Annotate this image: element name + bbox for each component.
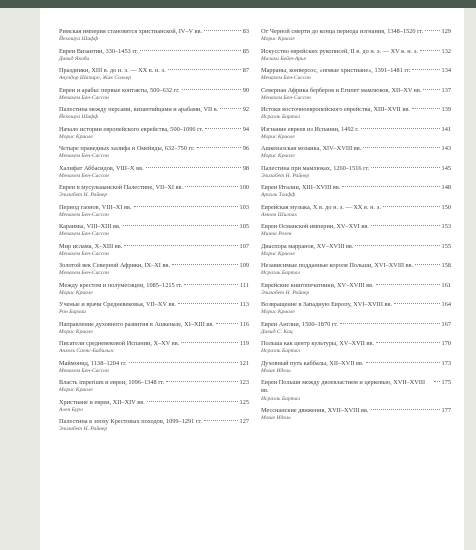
toc-entry-title-line <box>59 340 249 348</box>
toc-entry-title-line <box>261 67 451 75</box>
toc-entry-page-number: 148 <box>441 184 451 191</box>
toc-entry-page-number: 123 <box>239 379 249 386</box>
toc-entry-author: Моше Идель <box>261 415 291 422</box>
toc-entry-title-line <box>59 106 249 114</box>
toc-entry-page-number: 167 <box>441 320 451 328</box>
toc-entry-author: Менахем Бен-Сассон <box>59 172 109 179</box>
dot-leader <box>423 89 439 90</box>
toc-entry-title: Халифат Аббасидов, VIII–X вв. <box>59 164 144 172</box>
toc-entry-author: Амнон Шилоах <box>261 211 297 218</box>
dot-leader <box>197 147 241 148</box>
toc-entry[interactable] <box>261 67 451 83</box>
dot-leader <box>220 108 240 109</box>
toc-entry-title: Направление духовного развития в Ашкеназе, XI–XIII вв. <box>59 320 214 328</box>
toc-entry[interactable] <box>261 262 451 278</box>
toc-entry[interactable] <box>59 204 249 220</box>
toc-entry-title-line <box>59 301 249 309</box>
toc-entry-title-line <box>261 301 451 309</box>
toc-entry-title: Евреи Византии, 330–1453 гг. <box>59 47 139 55</box>
toc-entry[interactable] <box>59 399 249 415</box>
toc-entry[interactable] <box>59 87 249 103</box>
toc-entry-author: Морис Криоле <box>59 289 93 296</box>
toc-entry[interactable] <box>261 301 451 317</box>
toc-entry-title-line <box>59 28 249 36</box>
toc-entry-page-number: 87 <box>242 67 249 74</box>
toc-entry-page-number: 85 <box>242 47 249 55</box>
toc-entry-page-number: 150 <box>441 203 451 211</box>
toc-entry[interactable] <box>59 321 249 337</box>
dot-leader <box>434 381 440 382</box>
toc-entry[interactable] <box>59 301 249 317</box>
toc-entry-author: Менахем Бен-Сассон <box>59 270 109 277</box>
dot-leader <box>371 409 440 410</box>
toc-entry-title: Палестина в эпоху Крестовых походов, 1099–1291 гг. <box>59 418 202 425</box>
toc-entry-page-number: 155 <box>441 242 451 250</box>
toc-entry[interactable] <box>261 106 451 122</box>
dot-leader <box>134 206 238 207</box>
toc-entry-title-line <box>59 145 249 153</box>
toc-entry-author: Морис Криоле <box>261 250 295 257</box>
toc-entry-author: Менахем Бен-Сассон <box>59 211 109 218</box>
toc-entry-title-line <box>261 223 451 231</box>
toc-entry-page-number: 164 <box>441 301 451 308</box>
toc-entry-author: Морис Криоле <box>261 36 295 43</box>
toc-entry-author: Менахем Бен-Сассон <box>59 231 109 238</box>
toc-entry[interactable] <box>59 262 249 278</box>
toc-entry-title-line <box>59 184 249 192</box>
dot-leader <box>371 225 440 226</box>
left-column <box>59 28 249 438</box>
toc-entry-author: Ален Буро <box>59 406 83 413</box>
dot-leader <box>363 147 439 148</box>
toc-entry-page-number: 103 <box>239 203 249 211</box>
toc-entry-title-line <box>59 262 249 270</box>
toc-entry-author: Ануэдор Шапиро, Жак Сольер <box>59 75 132 82</box>
toc-entry-page-number: 98 <box>242 164 249 172</box>
toc-entry-page-number: 107 <box>239 242 249 250</box>
toc-entry-page-number: 96 <box>242 145 249 152</box>
toc-entry[interactable] <box>59 48 249 64</box>
toc-entry-title-line <box>261 243 451 251</box>
toc-entry-title-line <box>261 204 451 212</box>
toc-entry[interactable] <box>261 282 451 298</box>
toc-entry[interactable] <box>261 360 451 376</box>
toc-entry-title-line <box>261 321 451 329</box>
toc-entry-author: Минна Розен <box>261 231 292 238</box>
toc-entry-author: Давид Якоби <box>59 55 90 62</box>
toc-entry[interactable] <box>261 184 451 200</box>
toc-entry-page-number: 173 <box>441 359 451 367</box>
toc-entry-author: Менахем Бен-Сассон <box>59 153 109 160</box>
toc-entry-title-line <box>59 399 249 407</box>
toc-entry-title-line <box>261 340 451 348</box>
toc-entry-page-number: 119 <box>239 340 249 347</box>
toc-entry-page-number: 132 <box>441 47 451 55</box>
toc-entry-author: Малахи Бейт-Арье <box>261 55 307 62</box>
dot-leader <box>166 381 237 382</box>
toc-entry[interactable] <box>59 282 249 298</box>
toc-entry-title-line <box>59 165 249 173</box>
toc-entry-author: Исраэль Бартал <box>261 395 300 402</box>
toc-entry-title: Маймонид, 1138–1204 гг. <box>59 359 127 367</box>
toc-entry-page-number: 161 <box>441 281 451 289</box>
toc-entry-title: Власть imperium и евреи, 1096–1348 гг. <box>59 379 165 386</box>
toc-entry-author: Исраэль Бартал <box>261 270 300 277</box>
toc-entry-title-line <box>261 126 451 134</box>
dot-leader <box>182 89 241 90</box>
toc-entry-title: Евреи и арабы: первые контакты, 500–632 гг. <box>59 86 180 94</box>
toc-entry-title-line <box>59 126 249 134</box>
toc-entry-title-line <box>59 418 249 426</box>
dot-leader <box>172 264 238 265</box>
dot-leader <box>123 225 238 226</box>
toc-entry-page-number: 139 <box>441 106 451 113</box>
toc-entry-page-number: 153 <box>441 223 451 230</box>
toc-entry-title: Еврейские книгопечатники, XV–XVIII вв. <box>261 281 374 289</box>
toc-entry-author: Давид С. Кац <box>261 328 293 335</box>
toc-entry-page-number: 137 <box>441 86 451 94</box>
dot-leader <box>420 50 440 51</box>
toc-entry-title: Истоки восточноевропейского еврейства, XIII–XVII вв. <box>261 106 410 113</box>
toc-entry[interactable] <box>59 340 249 356</box>
toc-entry-title: Христиане и евреи, XII–XIV вв. <box>59 398 145 406</box>
toc-entry-page-number: 113 <box>239 301 249 308</box>
toc-entry-author: Менахем Бен-Сассон <box>59 250 109 257</box>
dot-leader <box>147 401 238 402</box>
toc-entry[interactable] <box>59 243 249 259</box>
dot-leader <box>412 108 440 109</box>
toc-entry-page-number: 129 <box>441 28 451 35</box>
toc-entry-title: Диаспора марранов, XV–XVIII вв. <box>261 242 354 250</box>
toc-entry-author: Ариэль Тоафф <box>261 192 296 199</box>
toc-entry-author: Элизабет Н. Райнер <box>261 289 310 296</box>
toc-entry[interactable] <box>261 340 451 356</box>
toc-entry-author: Элизабет Н. Райнер <box>59 426 108 433</box>
toc-entry-title: Четыре праведных халифа и Омейяды, 632–750 гг. <box>59 145 195 152</box>
dot-leader <box>371 167 439 168</box>
toc-entry-page-number: 158 <box>441 262 451 269</box>
toc-entry-title: Северная Африка берберов и Египет мамлюков, XII–XV вв. <box>261 86 422 94</box>
toc-entry-title: Палестина при мамлюках, 1260–1516 гг. <box>261 164 370 172</box>
dot-leader <box>204 420 238 421</box>
toc-entry-title: Духовный путь каббалы, XII–XVII вв. <box>261 359 364 367</box>
toc-entry[interactable] <box>261 243 451 259</box>
dot-leader <box>412 69 439 70</box>
toc-entry-title: Палестина между персами, византийцами и арабами, VII в. <box>59 106 219 113</box>
toc-entry-title: Золотой век Северной Африки, IX–XI вв. <box>59 262 170 269</box>
dot-leader <box>376 342 440 343</box>
toc-entry-title: Возвращение в Западную Европу, XVI–XVIII вв. <box>261 301 393 308</box>
toc-entry-title-line <box>59 321 249 329</box>
toc-entry-author: Менахем Бен-Сассон <box>261 94 311 101</box>
toc-entry-author: Элизабет Н. Райнер <box>261 172 310 179</box>
top-bar <box>0 0 476 8</box>
toc-entry-page-number: 177 <box>441 406 451 414</box>
dot-leader <box>181 342 238 343</box>
toc-entry-title-line <box>59 48 249 56</box>
toc-entry-title-line <box>59 204 249 212</box>
toc-entry-title: Независимые подданные короля Польши, XVI–XVIII вв. <box>261 262 414 269</box>
toc-entry-title: Праздники, XIII в. до н. э. — XX в. н. э. <box>59 67 166 74</box>
toc-entry-page-number: 175 <box>441 379 451 386</box>
toc-entry[interactable] <box>59 379 249 395</box>
toc-entry-title-line <box>59 67 249 75</box>
toc-entry-title: Марраны, конверсос, «новые христиане», 1391–1481 гг. <box>261 67 411 74</box>
dot-leader <box>355 245 439 246</box>
dot-leader <box>366 362 440 363</box>
toc-entry-title-line <box>261 87 451 95</box>
toc-entry[interactable] <box>59 106 249 122</box>
toc-entry-title: Ученые и врачи Средневековья, VII–XV вв. <box>59 301 177 308</box>
toc-entry-author: Исраэль Бартал <box>261 114 300 121</box>
toc-entry[interactable] <box>261 204 451 220</box>
toc-entry-author: Менахем Бен-Сассон <box>59 367 109 374</box>
dot-leader <box>342 186 439 187</box>
toc-entry-title: Караимы, VIII–XIII вв. <box>59 223 121 230</box>
toc-entry[interactable] <box>261 379 451 403</box>
toc-entry-page-number: 134 <box>441 67 451 74</box>
toc-entry-title: Евреи Польши между двоевластием и церковью, XVII–XVIII вв. <box>261 379 426 395</box>
toc-entry-page-number: 127 <box>239 418 249 425</box>
toc-entry-title: Евреи Англии, 1500–1870 гг. <box>261 320 338 328</box>
toc-entry-page-number: 170 <box>441 340 451 347</box>
dot-leader <box>216 323 238 324</box>
toc-entry-title: Римская империя становится христианской, IV–V вв. <box>59 28 203 35</box>
toc-entry[interactable] <box>59 28 249 44</box>
toc-entry-author: Морис Криоле <box>261 133 295 140</box>
toc-entry-author: Исраэль Бартал <box>261 348 300 355</box>
toc-entry-page-number: 100 <box>239 184 249 191</box>
toc-entry-title-line <box>59 223 249 231</box>
toc-entry-author: Менахем Бен-Сассон <box>261 75 311 82</box>
toc-entry-title: Между крестом и полумесяцем, 1085–1215 гг. <box>59 281 183 289</box>
dot-leader <box>140 50 240 51</box>
toc-entry[interactable] <box>261 145 451 161</box>
toc-entry[interactable] <box>59 360 249 376</box>
toc-entry[interactable] <box>59 418 249 434</box>
toc-entry-title: Мир ислама, X–XIII вв. <box>59 242 123 250</box>
dot-leader <box>124 245 237 246</box>
dot-leader <box>415 264 439 265</box>
toc-entry-page-number: 143 <box>441 145 451 152</box>
dot-leader <box>168 69 241 70</box>
toc-entry-title-line <box>59 282 249 290</box>
toc-entry-author: Морис Криоле <box>261 309 295 316</box>
dot-leader <box>185 186 237 187</box>
toc-entry-title: Евреи Италии, XIII–XVIII вв. <box>261 184 341 191</box>
toc-entry-author: Морис Криоле <box>59 387 93 394</box>
dot-leader <box>383 206 440 207</box>
toc-entry-title: Евреи в мусульманской Палестине, VII–XI вв. <box>59 184 184 191</box>
toc-entry-author: Рон Бархаи <box>59 309 86 316</box>
toc-entry-author: Моше Идель <box>261 367 291 374</box>
dot-leader <box>184 284 238 285</box>
toc-entry-title-line <box>59 379 249 387</box>
toc-entry-title-line <box>261 145 451 153</box>
toc-entry-title-line <box>261 262 451 270</box>
toc-entry-page-number: 141 <box>441 125 451 133</box>
toc-entry[interactable] <box>261 126 451 142</box>
toc-entry[interactable] <box>59 184 249 200</box>
dot-leader <box>425 30 439 31</box>
toc-entry[interactable] <box>59 145 249 161</box>
toc-entry-title: Еврейская музыка, X в. до н. э. — XX в. н. э. <box>261 203 381 211</box>
toc-entry-title: Начало истории европейского еврейства, 500–1096 гг. <box>59 125 204 133</box>
dot-leader <box>361 128 440 129</box>
toc-entry-title: Евреи Османской империи, XV–XVI вв. <box>261 223 369 230</box>
toc-entry-title: Мессианские движения, XVII–XVIII вв. <box>261 406 369 414</box>
contents-page <box>40 8 464 550</box>
toc-entry-title-line <box>261 48 451 56</box>
toc-entry-title-line <box>261 360 451 368</box>
dot-leader <box>205 128 241 129</box>
toc-entry[interactable] <box>59 126 249 142</box>
toc-entry-title-line <box>261 282 451 290</box>
toc-entry[interactable] <box>261 165 451 181</box>
toc-entry-title-line <box>261 184 451 192</box>
toc-entry-author: Йехошуа Шифф <box>59 114 99 121</box>
toc-entry-author: Менахем Бен-Сассон <box>59 94 109 101</box>
toc-entry[interactable] <box>59 165 249 181</box>
dot-leader <box>146 167 241 168</box>
right-column <box>261 28 451 426</box>
toc-entry[interactable] <box>261 87 451 103</box>
toc-entry-page-number: 83 <box>242 28 249 35</box>
toc-entry-page-number: 111 <box>240 281 249 289</box>
dot-leader <box>394 303 439 304</box>
toc-entry-page-number: 125 <box>239 398 249 406</box>
toc-entry-author: Морис Криоле <box>261 153 295 160</box>
toc-entry-author: Элизабет Н. Райнер <box>59 192 108 199</box>
toc-entry-title: От Черной смерти до конца периода изгнания, 1348–1520 гг. <box>261 28 424 35</box>
dot-leader <box>340 323 440 324</box>
dot-leader <box>129 362 238 363</box>
toc-entry-title: Польша как центр культуры, XV–XVII вв. <box>261 340 374 347</box>
toc-entry-title: Период гаонов, VIII–XI вв. <box>59 203 132 211</box>
toc-entry-title-line <box>59 87 249 95</box>
toc-entry-page-number: 109 <box>239 262 249 269</box>
toc-entry-author: Анхель Саенс-Бадильос <box>59 348 115 355</box>
toc-entry-page-number: 90 <box>242 86 249 94</box>
toc-entry-title-line <box>261 379 451 396</box>
toc-entry-title-line <box>261 106 451 114</box>
toc-entry-title-line <box>261 28 451 36</box>
toc-entry[interactable] <box>261 407 451 423</box>
toc-entry[interactable] <box>261 321 451 337</box>
toc-entry-page-number: 94 <box>242 125 249 133</box>
toc-entry-title-line <box>261 165 451 173</box>
toc-entry-title-line <box>261 407 451 415</box>
toc-entry[interactable] <box>59 223 249 239</box>
toc-entry-title: Изгнание евреев из Испании, 1492 г. <box>261 125 359 133</box>
toc-entry[interactable] <box>59 67 249 83</box>
toc-entry[interactable] <box>261 223 451 239</box>
toc-entry[interactable] <box>261 48 451 64</box>
toc-entry-page-number: 116 <box>239 320 249 328</box>
dot-leader <box>204 30 241 31</box>
toc-entry-page-number: 121 <box>239 359 249 367</box>
toc-entry-title-line <box>59 243 249 251</box>
toc-entry-author: Морис Криоле <box>59 328 93 335</box>
toc-entry-title-line <box>59 360 249 368</box>
toc-entry-author: Йехошуа Шифф <box>59 36 99 43</box>
toc-entry-page-number: 105 <box>239 223 249 230</box>
toc-entry-title: Ашкеназская мозаика, XIV–XVIII вв. <box>261 145 362 152</box>
toc-entry-title: Искусство еврейских рукописей, II в. до н. э. — XV в. н. э. <box>261 47 419 55</box>
toc-entry[interactable] <box>261 28 451 44</box>
toc-entry-title: Писатели средневековой Испании, X–XV вв. <box>59 340 180 347</box>
toc-entry-page-number: 92 <box>242 106 249 113</box>
toc-entry-author: Морис Криоле <box>59 133 93 140</box>
toc-entry-page-number: 145 <box>441 164 451 172</box>
dot-leader <box>376 284 440 285</box>
dot-leader <box>178 303 238 304</box>
